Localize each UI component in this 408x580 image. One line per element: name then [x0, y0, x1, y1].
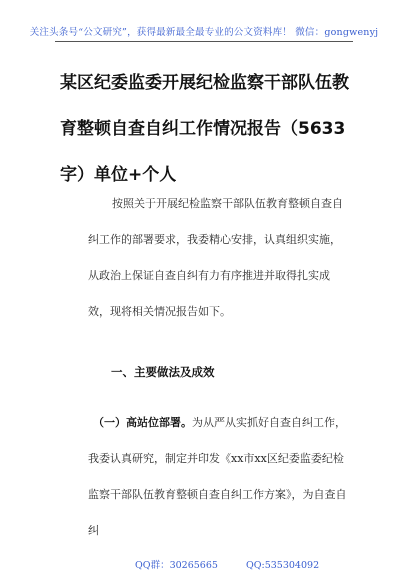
footer-qq: QQ:535304092	[245, 560, 320, 571]
subsection-lead: （一）高站位部署。	[93, 416, 192, 429]
subsection-text: 为从严从实抓好自查自纠工作，我委认真研究，制定并印发《xx市xx区纪委监委纪检监察干部队伍教育整顿自查自纠工作方案》，为自查自纠	[88, 416, 347, 537]
subsection-paragraph	[88, 405, 350, 549]
document-title: 某区纪委监委开展纪检监察干部队伍教育整顿自查自纠工作情况报告（5633字）单位+个人	[60, 73, 349, 185]
section-heading: 一、主要做法及成效	[111, 365, 215, 379]
header-banner: 关注头条号“公文研究”，获得最新最全最专业的公文资料库！ 微信：gongwenyj	[29, 27, 379, 38]
header-divider	[55, 41, 353, 42]
footer-qq-group: QQ群：30265665	[135, 560, 218, 571]
intro-paragraph: 按照关于开展纪检监察干部队伍教育整顿自查自纠工作的部署要求，我委精心安排，认真组织实施，从政治上保证自查自纠有力有序推进并取得扎实成效，现将相关情况报告如下。	[88, 197, 343, 318]
footer-contact	[135, 557, 319, 571]
